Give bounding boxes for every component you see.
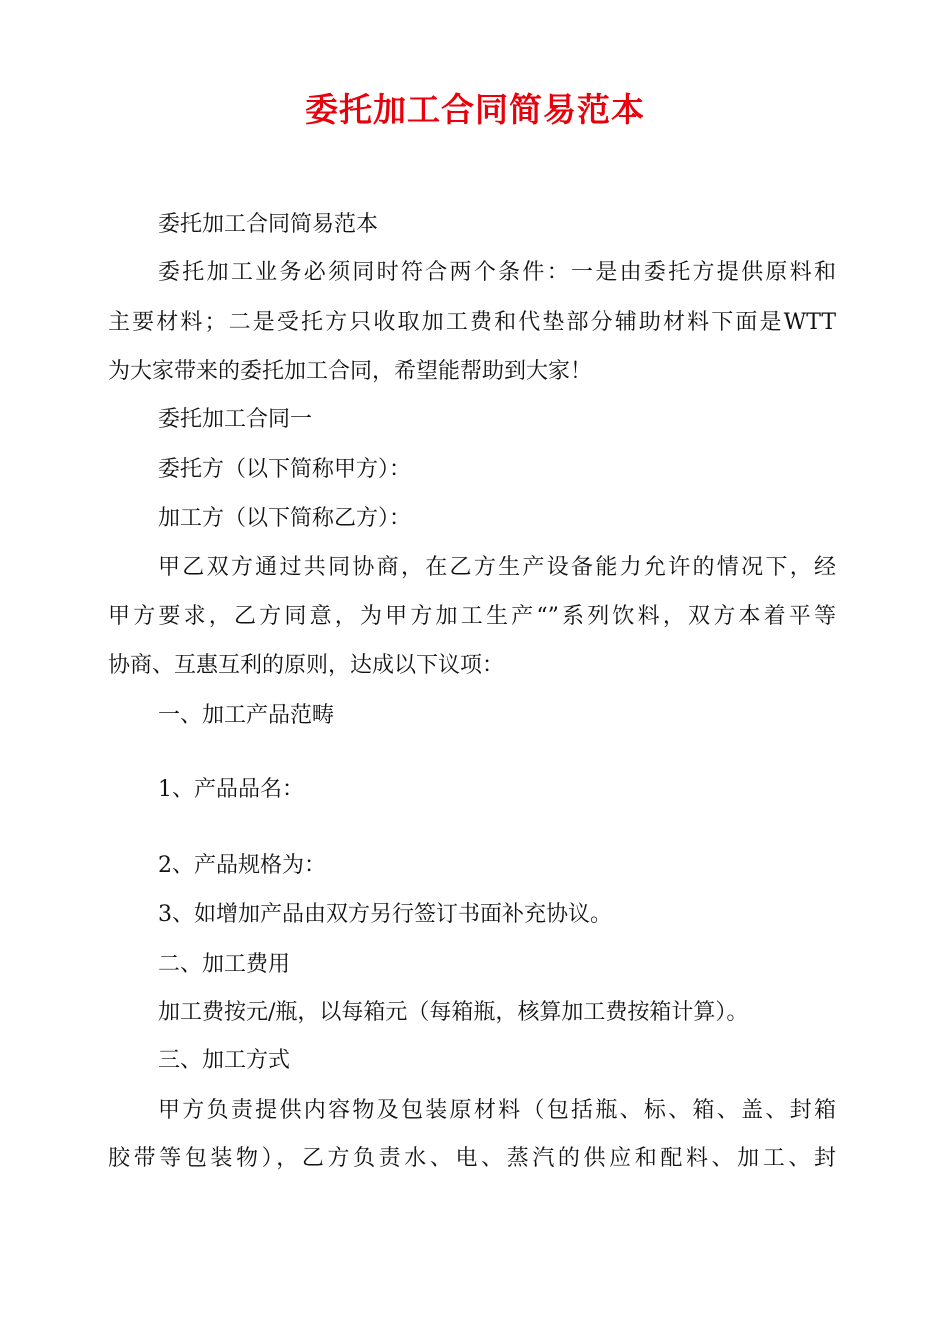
party-b-line: 加工方（以下简称乙方）： (158, 506, 412, 531)
section-heading: 三、加工方式 (158, 1048, 291, 1073)
section-heading: 二、加工费用 (158, 952, 291, 977)
paragraph-line: 为大家带来的委托加工合同，希望能帮助到大家！ (108, 359, 593, 384)
document-subtitle: 委托加工合同简易范本 (158, 212, 379, 237)
paragraph-line: 甲方要求，乙方同意，为甲方加工生产“”系列饮料，双方本着平等 (108, 604, 836, 629)
paragraph-line: 主要材料；二是受托方只收取加工费和代垫部分辅助材料下面是WTT (108, 310, 836, 335)
paragraph-line: 甲方负责提供内容物及包装原材料（包括瓶、标、箱、盖、封箱 (158, 1098, 836, 1123)
paragraph-line: 加工费按元/瓶，以每箱元（每箱瓶，核算加工费按箱计算）。 (158, 1000, 749, 1025)
paragraph-line: 委托加工业务必须同时符合两个条件：一是由委托方提供原料和 (158, 260, 836, 285)
paragraph-line: 胶带等包装物），乙方负责水、电、蒸汽的供应和配料、加工、封 (108, 1146, 836, 1171)
list-item: 1、产品品名： (158, 777, 304, 802)
list-item: 2、产品规格为： (158, 853, 326, 878)
section-heading: 委托加工合同一 (158, 407, 313, 432)
party-a-line: 委托方（以下简称甲方）： (158, 457, 412, 482)
paragraph-line: 协商、互惠互利的原则，达成以下议项： (108, 653, 505, 678)
section-heading: 一、加工产品范畴 (158, 703, 335, 728)
list-item: 3、如增加产品由双方另行签订书面补充协议。 (158, 902, 612, 927)
document-title: 委托加工合同简易范本 (305, 90, 645, 129)
paragraph-line: 甲乙双方通过共同协商，在乙方生产设备能力允许的情况下，经 (158, 555, 836, 580)
